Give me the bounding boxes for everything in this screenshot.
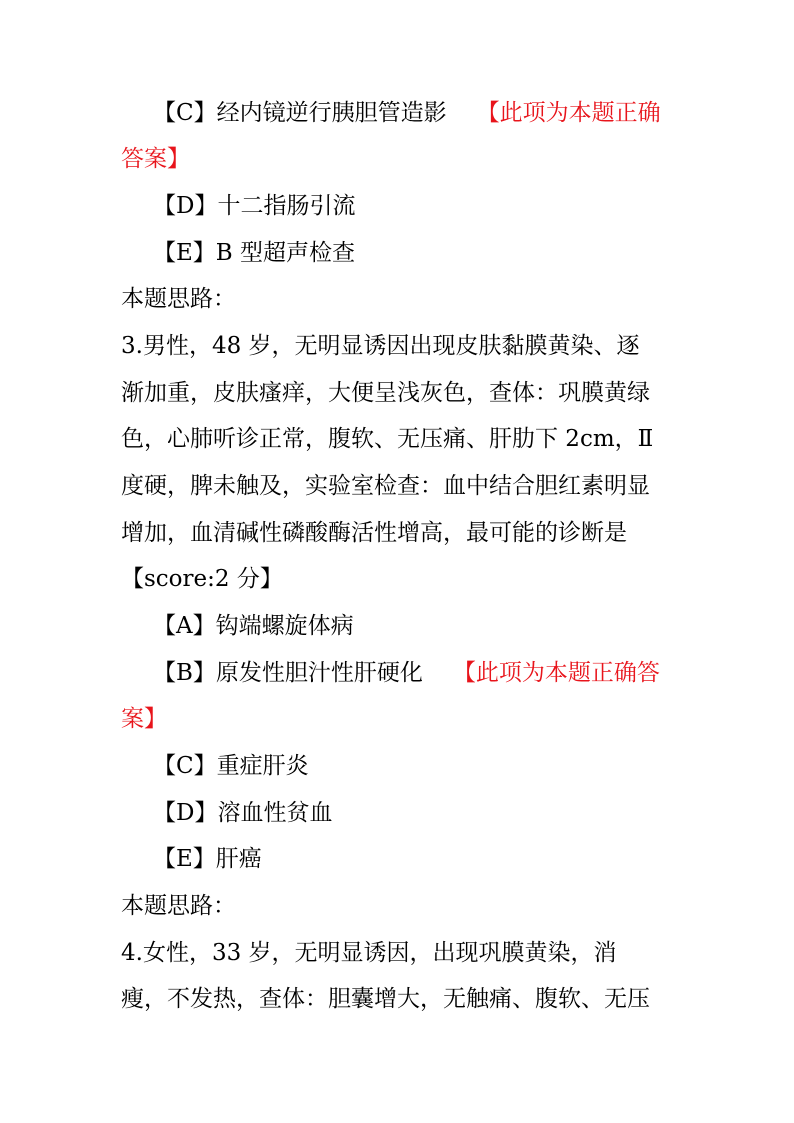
q2-option-e: 【E】B 型超声检查 bbox=[153, 240, 356, 266]
q3-stem-line-5: 增加，血清碱性磷酸酶活性增高，最可能的诊断是 bbox=[121, 520, 627, 546]
q3-correct-answer-marker: 【此项为本题正确答 bbox=[452, 660, 660, 686]
q4-stem-line-2: 瘦，不发热，查体：胆囊增大，无触痛、腹软、无压 bbox=[121, 986, 650, 1012]
q3-stem-line-1: 3.男性，48 岁，无明显诱因出现皮肤黏膜黄染、逐 bbox=[121, 333, 640, 359]
q3-correct-answer-marker-cont: 案】 bbox=[121, 706, 167, 732]
q2-correct-answer-marker-cont: 答案】 bbox=[121, 146, 190, 172]
q2-analysis-label: 本题思路： bbox=[121, 286, 236, 312]
q2-option-d: 【D】十二指肠引流 bbox=[153, 193, 356, 219]
q2-option-c-row bbox=[153, 90, 661, 136]
q3-option-a: 【A】钩端螺旋体病 bbox=[153, 613, 354, 639]
q4-stem-line-1: 4.女性，33 岁，无明显诱因，出现巩膜黄染，消 bbox=[121, 940, 617, 966]
q3-stem-line-2: 渐加重，皮肤瘙痒，大便呈浅灰色，查体：巩膜黄绿 bbox=[121, 380, 650, 406]
q3-stem-line-4: 度硬，脾未触及，实验室检查：血中结合胆红素明显 bbox=[121, 473, 650, 499]
q3-option-c: 【C】重症肝炎 bbox=[153, 753, 309, 779]
q3-option-d: 【D】溶血性贫血 bbox=[153, 800, 333, 826]
q3-analysis-label: 本题思路： bbox=[121, 893, 236, 919]
q2-option-c: 【C】经内镜逆行胰胆管造影 bbox=[153, 100, 447, 126]
q3-option-b: 【B】原发性胆汁性肝硬化 bbox=[153, 660, 423, 686]
q2-correct-answer-marker: 【此项为本题正确 bbox=[476, 100, 661, 126]
q3-option-e: 【E】肝癌 bbox=[153, 846, 262, 872]
q3-option-b-row bbox=[153, 650, 660, 696]
q3-stem-line-3: 色，心肺听诊正常，腹软、无压痛、肝肋下 2cm，Ⅱ bbox=[121, 426, 654, 452]
q3-score: 【score:2 分】 bbox=[121, 566, 283, 592]
